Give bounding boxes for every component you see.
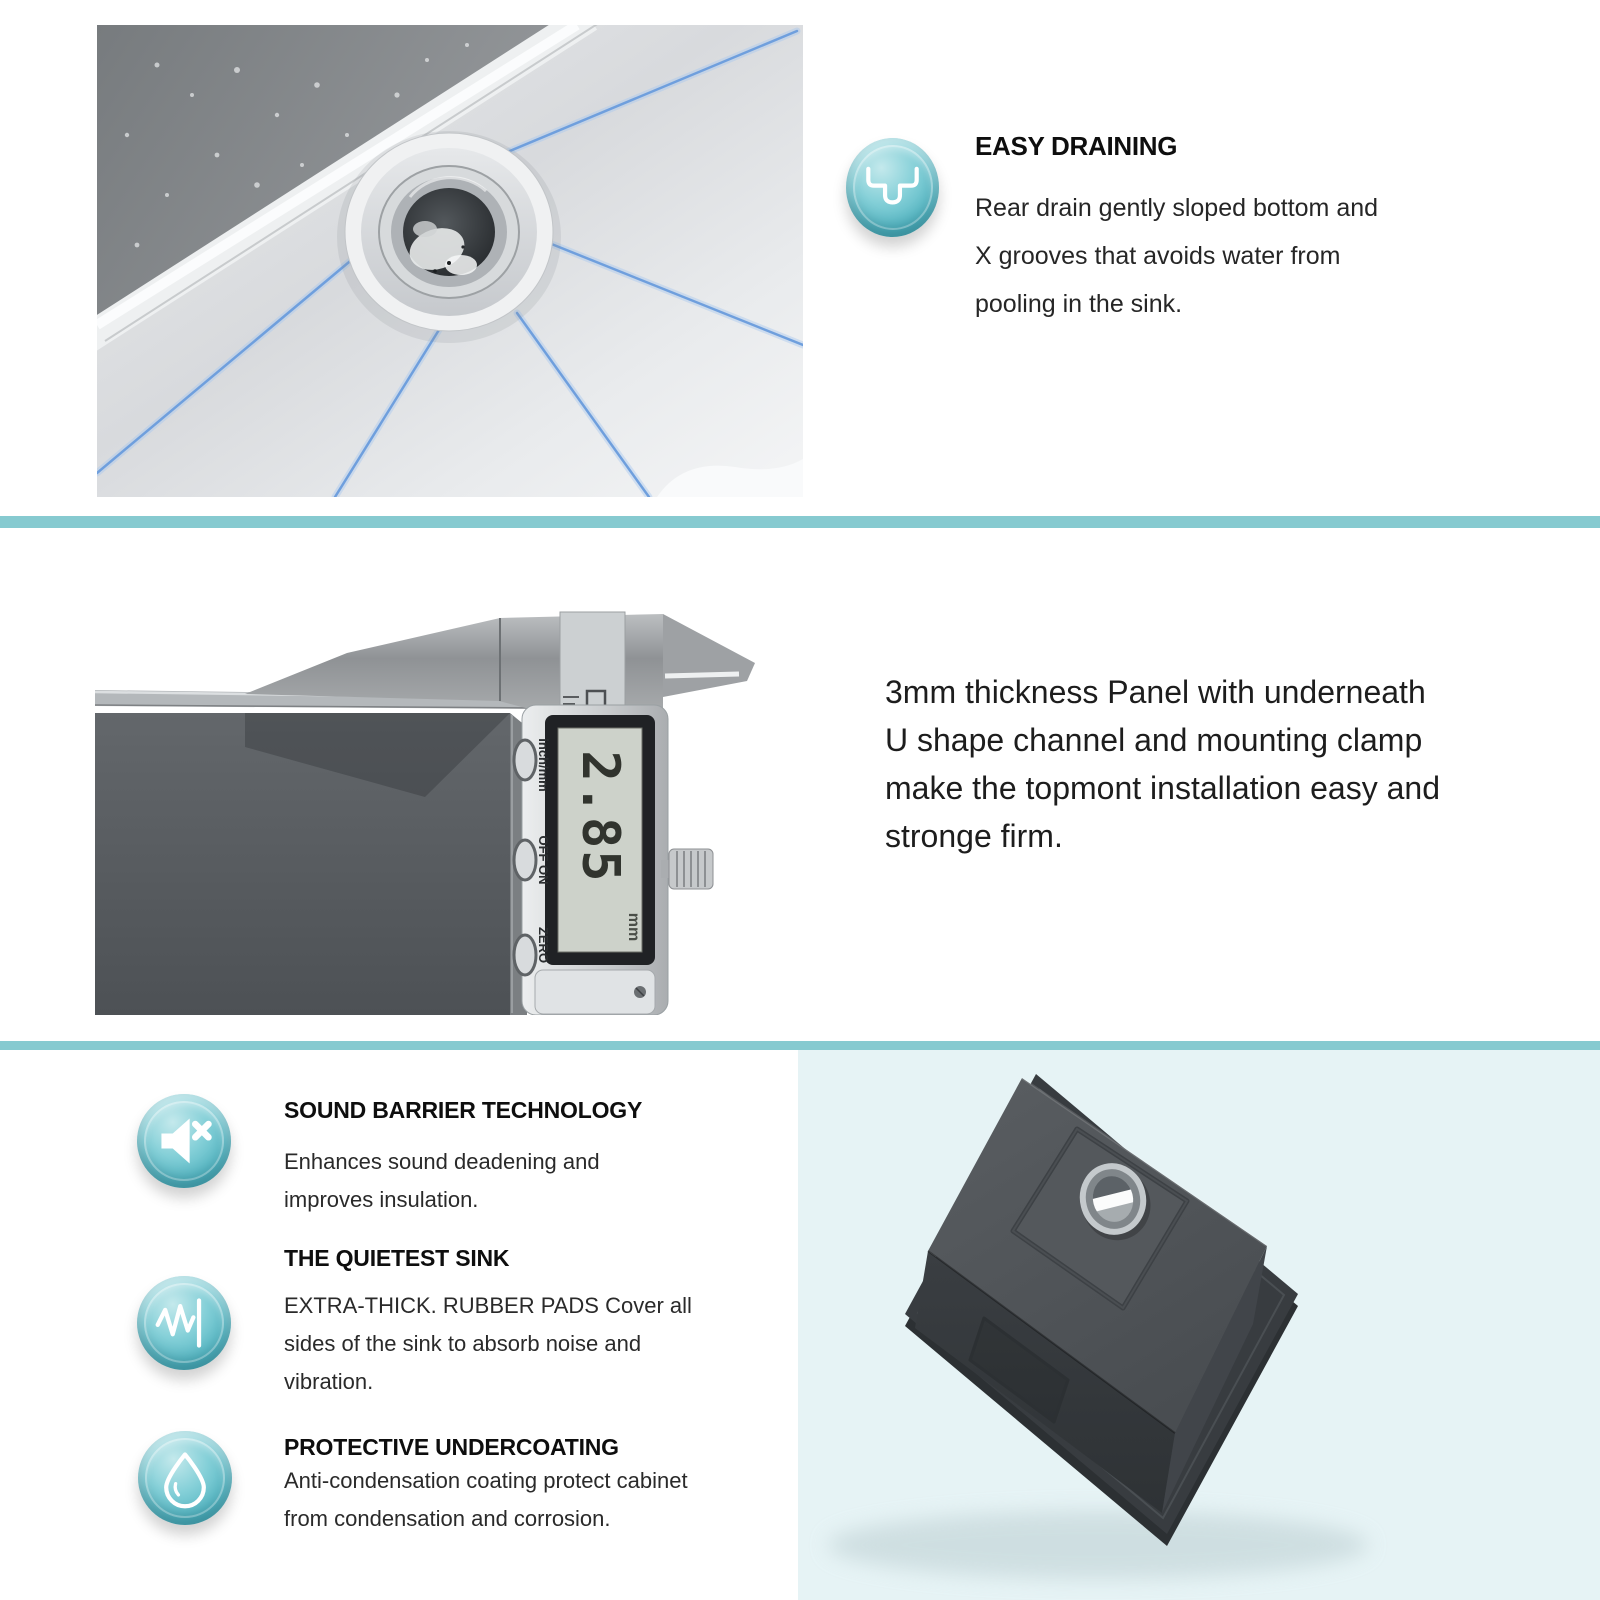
section1-body: Rear drain gently sloped bottom and X grooves that avoids water from pooling in the sink. [975, 194, 1379, 318]
feature3-body: Anti-condensation coating protect cabinet from condensation and corrosion. [284, 1468, 688, 1531]
section1-heading: EASY DRAINING [975, 131, 1178, 161]
sink-underside-panel [798, 1050, 1600, 1600]
off-on-label: OFF ON [536, 835, 551, 885]
feature2-heading: THE QUIETEST SINK [284, 1245, 510, 1271]
feature2-body: EXTRA-THICK. RUBBER PADS Cover all sides of the sink to absorb noise and vibration. [284, 1293, 692, 1394]
undercoating-badge [138, 1431, 232, 1525]
easy-draining-badge [846, 138, 939, 237]
speaker-mute-icon [137, 1094, 231, 1188]
sound-wave-icon [137, 1276, 231, 1370]
caliper-body [514, 705, 713, 1015]
water-drop-icon [138, 1431, 232, 1525]
divider-band-2 [0, 1041, 1600, 1050]
quietest-sink-badge [137, 1276, 231, 1370]
drain [337, 131, 561, 343]
lcd-unit: mm [625, 912, 642, 942]
zero-label: ZERO [536, 926, 551, 964]
sink-drain-photo [97, 25, 803, 497]
caliper-buttons [514, 740, 536, 975]
feature3-heading: PROTECTIVE UNDERCOATING [284, 1434, 619, 1460]
drain-profile-icon [846, 138, 939, 237]
feature1-body: Enhances sound deadening and improves insulation. [284, 1149, 600, 1212]
section2-body: 3mm thickness Panel with underneath U shape channel and mounting clamp make the topmont installation easy and stronge firm. [885, 674, 1440, 854]
sound-barrier-badge [137, 1094, 231, 1188]
inch-mm-label: inch/mm [536, 738, 551, 792]
caliper-photo [95, 555, 845, 1015]
sink-underside-photo [798, 1050, 1600, 1600]
divider-band-1 [0, 516, 1600, 528]
feature1-heading: SOUND BARRIER TECHNOLOGY [284, 1097, 643, 1123]
lcd-value: 2.85 [570, 750, 630, 884]
